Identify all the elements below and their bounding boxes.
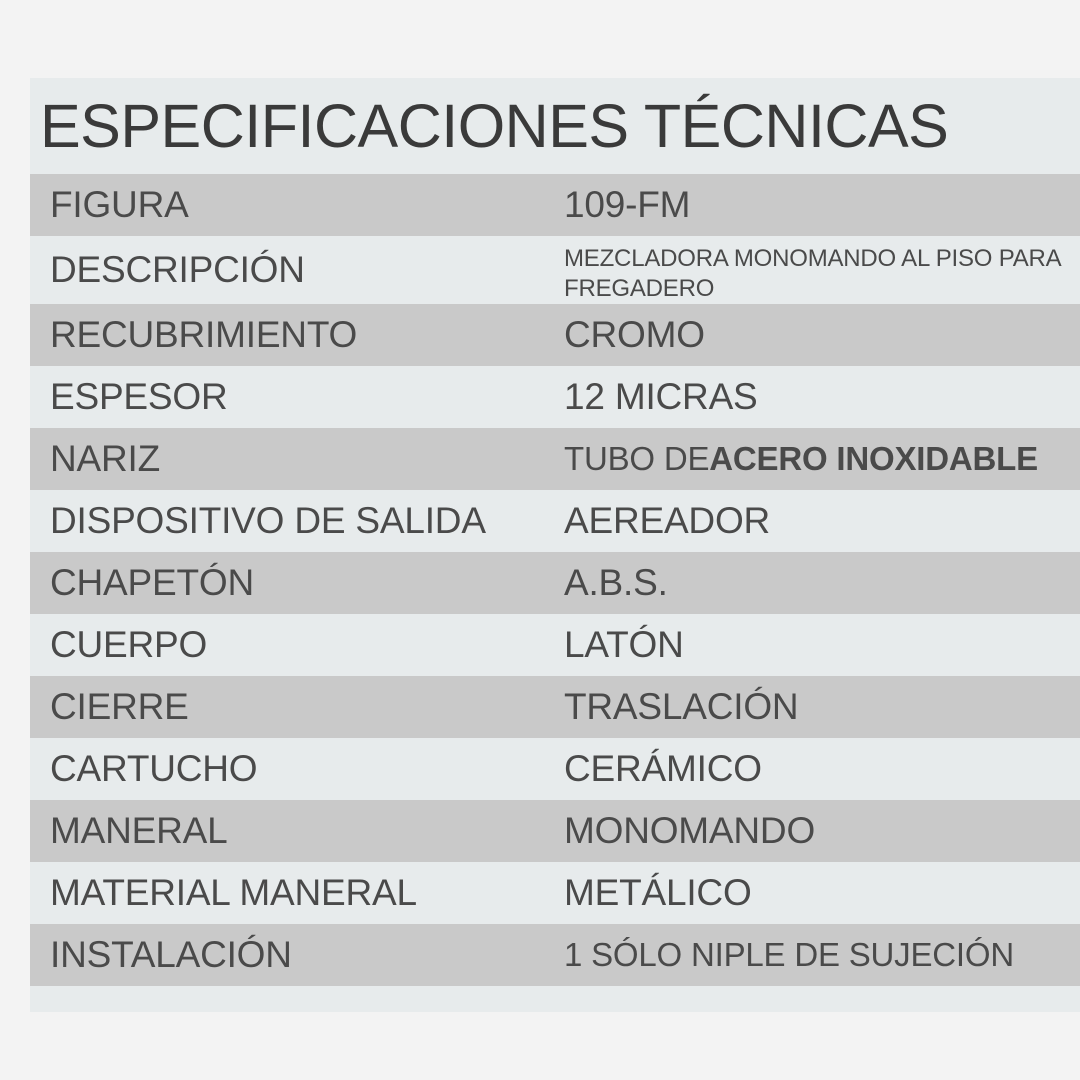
spec-value: LATÓN — [564, 624, 684, 665]
table-row — [30, 614, 1080, 676]
technical-specifications-panel — [30, 78, 1080, 1012]
table-row — [30, 738, 1080, 800]
spec-label: CIERRE — [50, 686, 189, 727]
page-title: ESPECIFICACIONES TÉCNICAS — [30, 78, 1080, 174]
spec-label: RECUBRIMIENTO — [50, 314, 358, 355]
table-row — [30, 490, 1080, 552]
spec-value-text: TUBO DE — [564, 440, 710, 477]
spec-value: 12 MICRAS — [564, 376, 758, 417]
spec-value — [560, 428, 1080, 490]
table-row — [30, 924, 1080, 986]
table-row — [30, 676, 1080, 738]
spec-label: ESPESOR — [50, 376, 228, 417]
table-row — [30, 862, 1080, 924]
spec-value: CERÁMICO — [564, 748, 762, 789]
spec-label: CUERPO — [50, 624, 208, 665]
spec-label: MATERIAL MANERAL — [50, 872, 417, 913]
table-row — [30, 366, 1080, 428]
spec-value-emphasis: ACERO INOXIDABLE — [709, 440, 1038, 477]
spec-label: CARTUCHO — [50, 748, 258, 789]
spec-label: NARIZ — [50, 438, 161, 479]
spec-value: 109-FM — [564, 184, 691, 225]
spec-value: AEREADOR — [564, 500, 771, 541]
spec-value: CROMO — [564, 314, 705, 355]
spec-value: MEZCLADORA MONOMANDO AL PISO PARA FREGADERO — [564, 245, 1061, 302]
spec-value: TRASLACIÓN — [564, 686, 799, 727]
spec-label: FIGURA — [50, 184, 189, 225]
spec-value: METÁLICO — [564, 872, 752, 913]
spec-label: MANERAL — [50, 810, 228, 851]
spec-value: MONOMANDO — [564, 810, 816, 851]
spec-label: CHAPETÓN — [50, 562, 254, 603]
panel-bottom-spacer — [30, 986, 1080, 1012]
spec-label: DISPOSITIVO DE SALIDA — [50, 500, 486, 541]
spec-value: 1 SÓLO NIPLE DE SUJECIÓN — [564, 936, 1014, 973]
table-row — [30, 236, 1080, 304]
specifications-table — [30, 174, 1080, 986]
table-row — [30, 428, 1080, 490]
table-row — [30, 174, 1080, 236]
spec-label: INSTALACIÓN — [50, 934, 292, 975]
table-row — [30, 304, 1080, 366]
spec-label: DESCRIPCIÓN — [50, 249, 305, 290]
table-row — [30, 552, 1080, 614]
table-row — [30, 800, 1080, 862]
spec-value: A.B.S. — [564, 562, 668, 603]
